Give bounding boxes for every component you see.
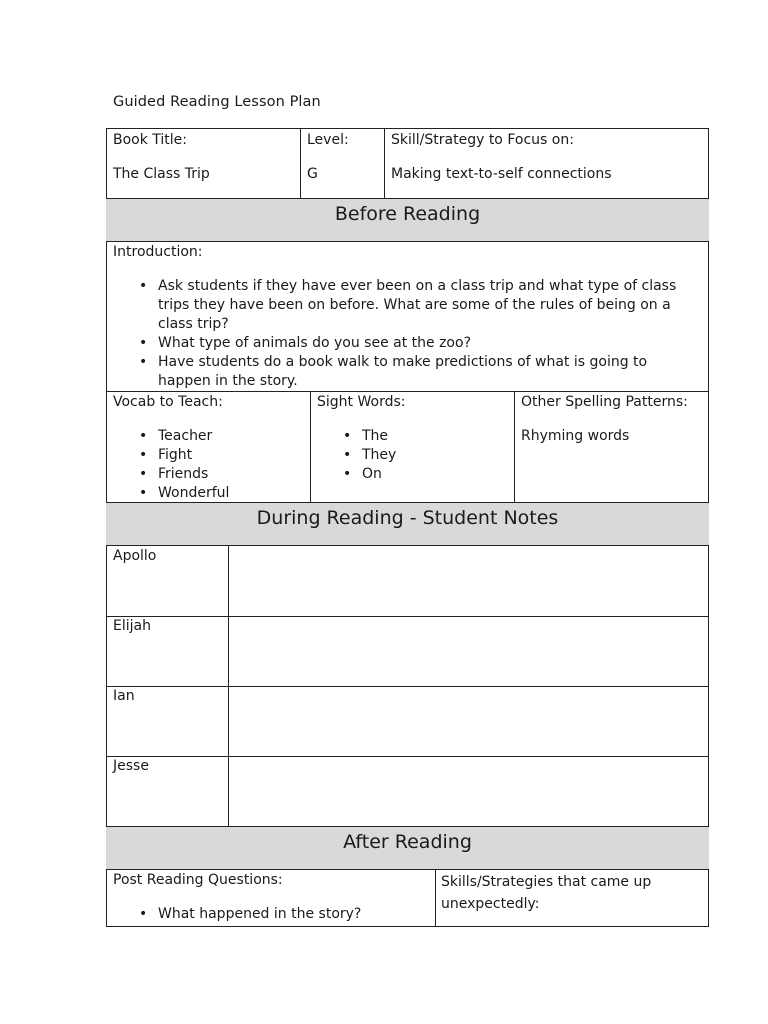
page-title: Guided Reading Lesson Plan: [113, 94, 321, 110]
skill-value: Making text-to-self connections: [391, 166, 612, 182]
skill-label: Skill/Strategy to Focus on:: [391, 132, 574, 148]
after-reading-heading: After Reading: [106, 826, 709, 870]
list-item: • On: [337, 465, 512, 484]
student-notes-area[interactable]: [229, 617, 708, 686]
level-label: Level:: [307, 132, 349, 148]
vocab-cell: [113, 393, 308, 503]
before-reading-heading: Before Reading: [106, 198, 709, 242]
divider: [106, 391, 709, 392]
unexpected-skills-cell: [441, 871, 703, 915]
unexpected-skills-label: Skills/Strategies that came up unexpectedly:: [441, 874, 652, 912]
sight-words-cell: [317, 393, 512, 484]
list-item: • The: [337, 427, 512, 446]
student-notes-area[interactable]: [229, 757, 708, 826]
spelling-patterns-value: Rhyming words: [521, 428, 630, 444]
student-notes-area[interactable]: [229, 687, 708, 756]
introduction-list: [133, 277, 693, 391]
student-name: Apollo: [113, 548, 157, 564]
book-title-label: Book Title:: [113, 132, 188, 148]
spelling-patterns-label: Other Spelling Patterns:: [521, 394, 688, 410]
divider: [435, 869, 436, 927]
post-reading-questions-list: [133, 905, 431, 924]
list-item: • Ask students if they have ever been on a class trip and what type of class trips they have been on before. What are some of the rules of being on a class trip?: [133, 277, 693, 334]
skill-cell: [391, 131, 706, 184]
student-name: Jesse: [113, 758, 149, 774]
spelling-patterns-cell: [521, 393, 707, 446]
list-item: • Fight: [133, 446, 308, 465]
post-reading-questions-label: Post Reading Questions:: [113, 872, 283, 888]
vocab-label: Vocab to Teach:: [113, 394, 223, 410]
level-value: G: [307, 166, 318, 182]
list-item: • What happened in the story?: [133, 905, 431, 924]
divider: [384, 128, 385, 198]
student-notes-area[interactable]: [229, 547, 708, 616]
introduction-cell: [113, 243, 703, 391]
student-name: Elijah: [113, 618, 151, 634]
level-cell: [307, 131, 382, 184]
list-item: • What type of animals do you see at the zoo?: [133, 334, 693, 353]
list-item: • Have students do a book walk to make predictions of what is going to happen in the story.: [133, 353, 693, 391]
list-item: • Teacher: [133, 427, 308, 446]
post-reading-questions-cell: [113, 871, 431, 924]
vocab-list: [133, 427, 308, 503]
sight-words-list: [337, 427, 512, 484]
list-item: • They: [337, 446, 512, 465]
list-item: • Wonderful: [133, 484, 308, 503]
list-item: • Friends: [133, 465, 308, 484]
divider: [514, 391, 515, 502]
divider: [310, 391, 311, 502]
sight-words-label: Sight Words:: [317, 394, 406, 410]
divider: [300, 128, 301, 198]
book-title-value: The Class Trip: [113, 166, 210, 182]
book-title-cell: [113, 131, 298, 184]
introduction-label: Introduction:: [113, 244, 203, 260]
student-name: Ian: [113, 688, 135, 704]
during-reading-heading: During Reading - Student Notes: [106, 502, 709, 546]
